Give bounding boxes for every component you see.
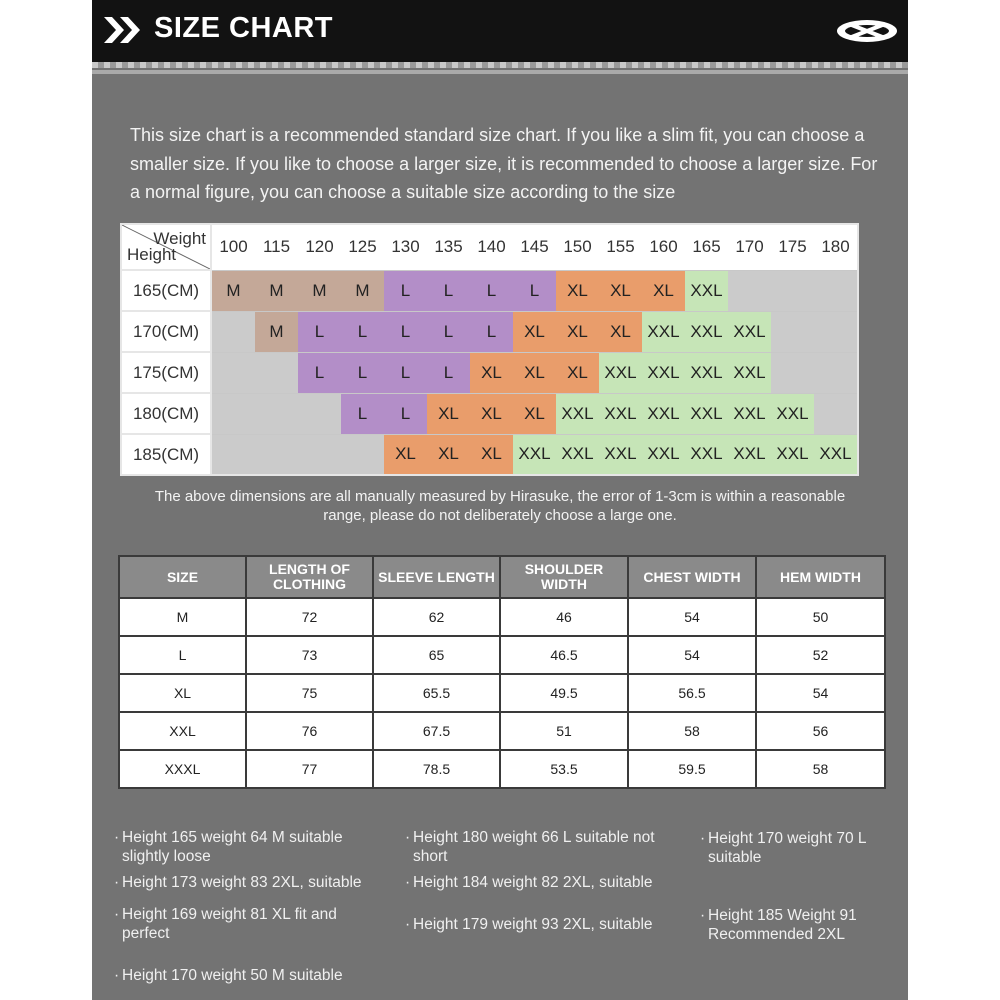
bullet-icon: ·	[405, 916, 411, 933]
measurement-cell: 75	[246, 674, 373, 712]
column-header: SIZE	[119, 556, 246, 598]
customer-note-text: Height 170 weight 70 L suitable	[708, 830, 866, 866]
weight-header-140: 140	[470, 224, 513, 270]
column-header: HEM WIDTH	[756, 556, 885, 598]
customer-note	[114, 873, 402, 892]
size-cell: XL	[599, 311, 642, 352]
size-cell: XL	[513, 393, 556, 434]
empty-cell	[211, 352, 255, 393]
empty-cell	[814, 393, 858, 434]
size-cell: L	[341, 352, 384, 393]
customer-note-text: Height 185 Weight 91 Recommended 2XL	[708, 907, 857, 943]
size-cell: XXL	[771, 434, 814, 475]
weight-header-170: 170	[728, 224, 771, 270]
measurement-cell: 73	[246, 636, 373, 674]
height-weight-grid	[120, 223, 859, 476]
weight-header-175: 175	[771, 224, 814, 270]
column-header: LENGTH OF CLOTHING	[246, 556, 373, 598]
size-cell: L	[384, 393, 427, 434]
empty-cell	[298, 434, 341, 475]
measurement-cell: 67.5	[373, 712, 500, 750]
size-cell: XXL	[599, 434, 642, 475]
bullet-icon: ·	[114, 874, 120, 891]
measurement-cell: 65	[373, 636, 500, 674]
size-cell: XL	[599, 270, 642, 311]
weight-header-115: 115	[255, 224, 298, 270]
size-cell: L	[384, 270, 427, 311]
table-row	[119, 750, 885, 788]
header-divider	[92, 62, 908, 68]
size-cell: M	[255, 270, 298, 311]
empty-cell	[255, 434, 298, 475]
customer-note-text: Height 179 weight 93 2XL, suitable	[413, 916, 653, 933]
size-cell: L	[427, 352, 470, 393]
weight-header-100: 100	[211, 224, 255, 270]
size-cell: L	[341, 311, 384, 352]
size-name-cell: XXXL	[119, 750, 246, 788]
customer-note	[405, 873, 693, 892]
empty-cell	[814, 270, 858, 311]
size-cell: XL	[427, 434, 470, 475]
bullet-icon: ·	[114, 906, 120, 923]
measurement-cell: 56.5	[628, 674, 756, 712]
weight-header-130: 130	[384, 224, 427, 270]
grid-corner	[121, 224, 211, 270]
empty-cell	[255, 352, 298, 393]
size-cell: XXL	[728, 434, 771, 475]
grid-header-row	[121, 224, 858, 270]
size-cell: XXL	[513, 434, 556, 475]
size-cell: XXL	[814, 434, 858, 475]
empty-cell	[814, 311, 858, 352]
size-cell: XL	[642, 270, 685, 311]
customer-note	[114, 905, 352, 943]
empty-cell	[341, 434, 384, 475]
size-cell: M	[298, 270, 341, 311]
size-cell: XXL	[642, 311, 685, 352]
size-cell: XL	[556, 352, 599, 393]
measurement-cell: 77	[246, 750, 373, 788]
weight-header-120: 120	[298, 224, 341, 270]
measurement-cell: 54	[628, 598, 756, 636]
measurement-cell: 54	[756, 674, 885, 712]
measurement-cell: 46	[500, 598, 628, 636]
empty-cell	[771, 270, 814, 311]
size-cell: XL	[556, 270, 599, 311]
size-cell: XXL	[642, 393, 685, 434]
customer-note-text: Height 173 weight 83 2XL, suitable	[122, 874, 362, 891]
weight-header-150: 150	[556, 224, 599, 270]
size-cell: L	[513, 270, 556, 311]
size-name-cell: L	[119, 636, 246, 674]
empty-cell	[814, 352, 858, 393]
size-cell: L	[384, 311, 427, 352]
grid-row	[121, 311, 858, 352]
page-title: SIZE CHART	[154, 12, 333, 44]
measurement-cell: 58	[628, 712, 756, 750]
size-cell: M	[255, 311, 298, 352]
size-cell: XXL	[685, 270, 728, 311]
bullet-icon: ·	[114, 967, 120, 984]
empty-cell	[211, 311, 255, 352]
measurement-cell: 51	[500, 712, 628, 750]
measurement-cell: 78.5	[373, 750, 500, 788]
weight-header-125: 125	[341, 224, 384, 270]
size-cell: L	[298, 311, 341, 352]
size-cell: XL	[513, 311, 556, 352]
size-cell: M	[211, 270, 255, 311]
brand-logo-icon	[835, 18, 899, 44]
empty-cell	[728, 270, 771, 311]
size-cell: L	[470, 270, 513, 311]
empty-cell	[771, 352, 814, 393]
measurement-header-row	[119, 556, 885, 598]
size-cell: L	[298, 352, 341, 393]
size-cell: XXL	[556, 393, 599, 434]
customer-note-text: Height 170 weight 50 M suitable	[122, 967, 343, 984]
size-cell: XXL	[685, 434, 728, 475]
customer-note	[405, 828, 673, 866]
measurement-cell: 76	[246, 712, 373, 750]
size-cell: XXL	[685, 352, 728, 393]
measurement-table	[118, 555, 886, 789]
grid-row	[121, 434, 858, 475]
measurement-cell: 46.5	[500, 636, 628, 674]
size-cell: XXL	[642, 352, 685, 393]
measurement-cell: 53.5	[500, 750, 628, 788]
customer-note-text: Height 165 weight 64 M suitable slightly loose	[122, 829, 343, 865]
size-cell: XL	[470, 352, 513, 393]
empty-cell	[211, 434, 255, 475]
size-cell: L	[341, 393, 384, 434]
empty-cell	[255, 393, 298, 434]
height-label: 170(CM)	[121, 311, 211, 352]
weight-header-155: 155	[599, 224, 642, 270]
customer-note	[114, 966, 402, 985]
size-cell: XL	[556, 311, 599, 352]
size-cell: L	[470, 311, 513, 352]
corner-weight-label: Weight	[153, 229, 206, 248]
bullet-icon: ·	[700, 830, 706, 847]
measurement-cell: 54	[628, 636, 756, 674]
bullet-icon: ·	[405, 829, 411, 846]
size-cell: XXL	[728, 393, 771, 434]
size-cell: XL	[384, 434, 427, 475]
size-chart-page	[92, 0, 908, 1000]
weight-header-165: 165	[685, 224, 728, 270]
measurement-cell: 50	[756, 598, 885, 636]
weight-header-180: 180	[814, 224, 858, 270]
empty-cell	[298, 393, 341, 434]
height-label: 185(CM)	[121, 434, 211, 475]
height-label: 165(CM)	[121, 270, 211, 311]
size-cell: XL	[513, 352, 556, 393]
grid-row	[121, 352, 858, 393]
table-row	[119, 636, 885, 674]
size-cell: XXL	[728, 311, 771, 352]
empty-cell	[211, 393, 255, 434]
measurement-cell: 56	[756, 712, 885, 750]
bullet-icon: ·	[700, 907, 706, 924]
size-name-cell: XXL	[119, 712, 246, 750]
weight-header-160: 160	[642, 224, 685, 270]
measurement-cell: 49.5	[500, 674, 628, 712]
size-cell: XXL	[642, 434, 685, 475]
weight-header-135: 135	[427, 224, 470, 270]
size-cell: L	[427, 270, 470, 311]
size-cell: XXL	[685, 311, 728, 352]
measurement-note: The above dimensions are all manually measured by Hirasuke, the error of 1-3cm is within a reasonable range, please do not deliberately choose a large one.	[154, 488, 846, 524]
customer-note-text: Height 180 weight 66 L suitable not short	[413, 829, 655, 865]
size-cell: XXL	[771, 393, 814, 434]
size-cell: XXL	[728, 352, 771, 393]
height-label: 180(CM)	[121, 393, 211, 434]
intro-text: This size chart is a recommended standard size chart. If you like a slim fit, you can choose a smaller size. If you like to choose a larger size, it is recommended to choose a larger size. For a normal figure, you can choose a suitable size according to the size	[130, 125, 878, 202]
customer-note	[700, 829, 893, 867]
size-cell: XXL	[599, 393, 642, 434]
size-cell: XL	[470, 434, 513, 475]
header-divider-line	[92, 70, 908, 74]
measurement-cell: 62	[373, 598, 500, 636]
customer-note-text: Height 169 weight 81 XL fit and perfect	[122, 906, 337, 942]
height-label: 175(CM)	[121, 352, 211, 393]
grid-row	[121, 393, 858, 434]
header-bar	[92, 0, 908, 62]
measurement-cell: 65.5	[373, 674, 500, 712]
column-header: CHEST WIDTH	[628, 556, 756, 598]
measurement-body	[119, 598, 885, 788]
corner-height-label: Height	[127, 245, 177, 264]
table-row	[119, 712, 885, 750]
measurement-cell: 58	[756, 750, 885, 788]
bullet-icon: ·	[405, 874, 411, 891]
size-cell: XXL	[685, 393, 728, 434]
chevron-right-icon	[104, 14, 148, 46]
column-header: SLEEVE LENGTH	[373, 556, 500, 598]
customer-note-text: Height 184 weight 82 2XL, suitable	[413, 874, 653, 891]
measurement-cell: 52	[756, 636, 885, 674]
size-cell: XL	[470, 393, 513, 434]
table-row	[119, 598, 885, 636]
size-cell: XXL	[599, 352, 642, 393]
size-cell: L	[427, 311, 470, 352]
size-name-cell: M	[119, 598, 246, 636]
measurement-cell: 72	[246, 598, 373, 636]
table-row	[119, 674, 885, 712]
size-name-cell: XL	[119, 674, 246, 712]
weight-header-145: 145	[513, 224, 556, 270]
column-header: SHOULDER WIDTH	[500, 556, 628, 598]
measurement-cell: 59.5	[628, 750, 756, 788]
grid-row	[121, 270, 858, 311]
customer-note	[114, 828, 382, 866]
empty-cell	[771, 311, 814, 352]
size-cell: L	[384, 352, 427, 393]
customer-note	[405, 915, 693, 934]
size-cell: XXL	[556, 434, 599, 475]
size-cell: M	[341, 270, 384, 311]
bullet-icon: ·	[114, 829, 120, 846]
customer-note	[700, 906, 893, 944]
size-cell: XL	[427, 393, 470, 434]
